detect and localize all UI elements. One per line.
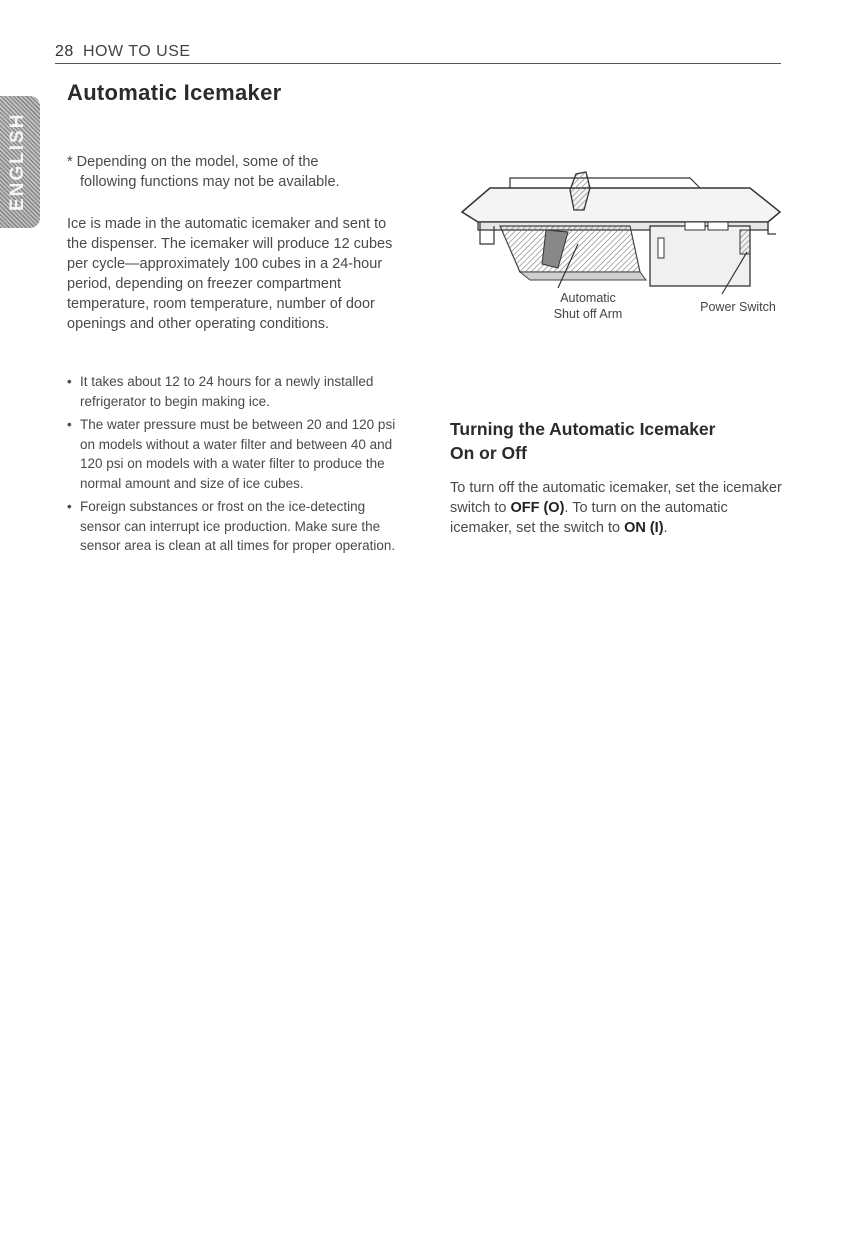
page-title: Automatic Icemaker [67, 80, 282, 105]
page-number: 28 [55, 43, 74, 60]
list-item: • It takes about 12 to 24 hours for a newly installed refrigerator to begin making ice. [67, 372, 399, 411]
section-heading: Turning the Automatic Icemaker On or Off [450, 419, 716, 463]
power-switch-label: Power Switch [700, 300, 776, 314]
model-note [67, 152, 387, 192]
section-name: HOW TO USE [83, 43, 191, 60]
on-label: ON (I) [624, 520, 664, 536]
info-bullet-list [67, 372, 399, 560]
list-item: • Foreign substances or frost on the ice-detecting sensor can interrupt ice production. Make sure the sensor area is clean at all times for proper operation. [67, 497, 399, 556]
on-off-instructions: To turn off the automatic icemaker, set the icemaker switch to OFF (O). To turn on the automatic icemaker, set the switch to ON (I). [450, 480, 782, 536]
page-header [55, 43, 781, 64]
intro-paragraph: Ice is made in the automatic icemaker and sent to the dispenser. The icemaker will produce 12 cubes per cycle—approximately 100 cubes in a 24-hour period, depending on freezer compartment temperature, room temperature, number of door openings and other operating conditions. [67, 216, 393, 332]
language-tab-label: ENGLISH [7, 112, 28, 212]
shut-off-arm-label: Automatic Shut off Arm [553, 291, 623, 321]
model-note-line1: * Depending on the model, some of the [67, 154, 319, 170]
off-label: OFF (O) [510, 500, 565, 516]
list-item: • The water pressure must be between 20 and 120 psi on models without a water filter and between 40 and 120 psi on models with a water filter to produce the normal amount and size of ice cubes. [67, 415, 399, 493]
model-note-line2: following functions may not be available. [80, 174, 340, 190]
